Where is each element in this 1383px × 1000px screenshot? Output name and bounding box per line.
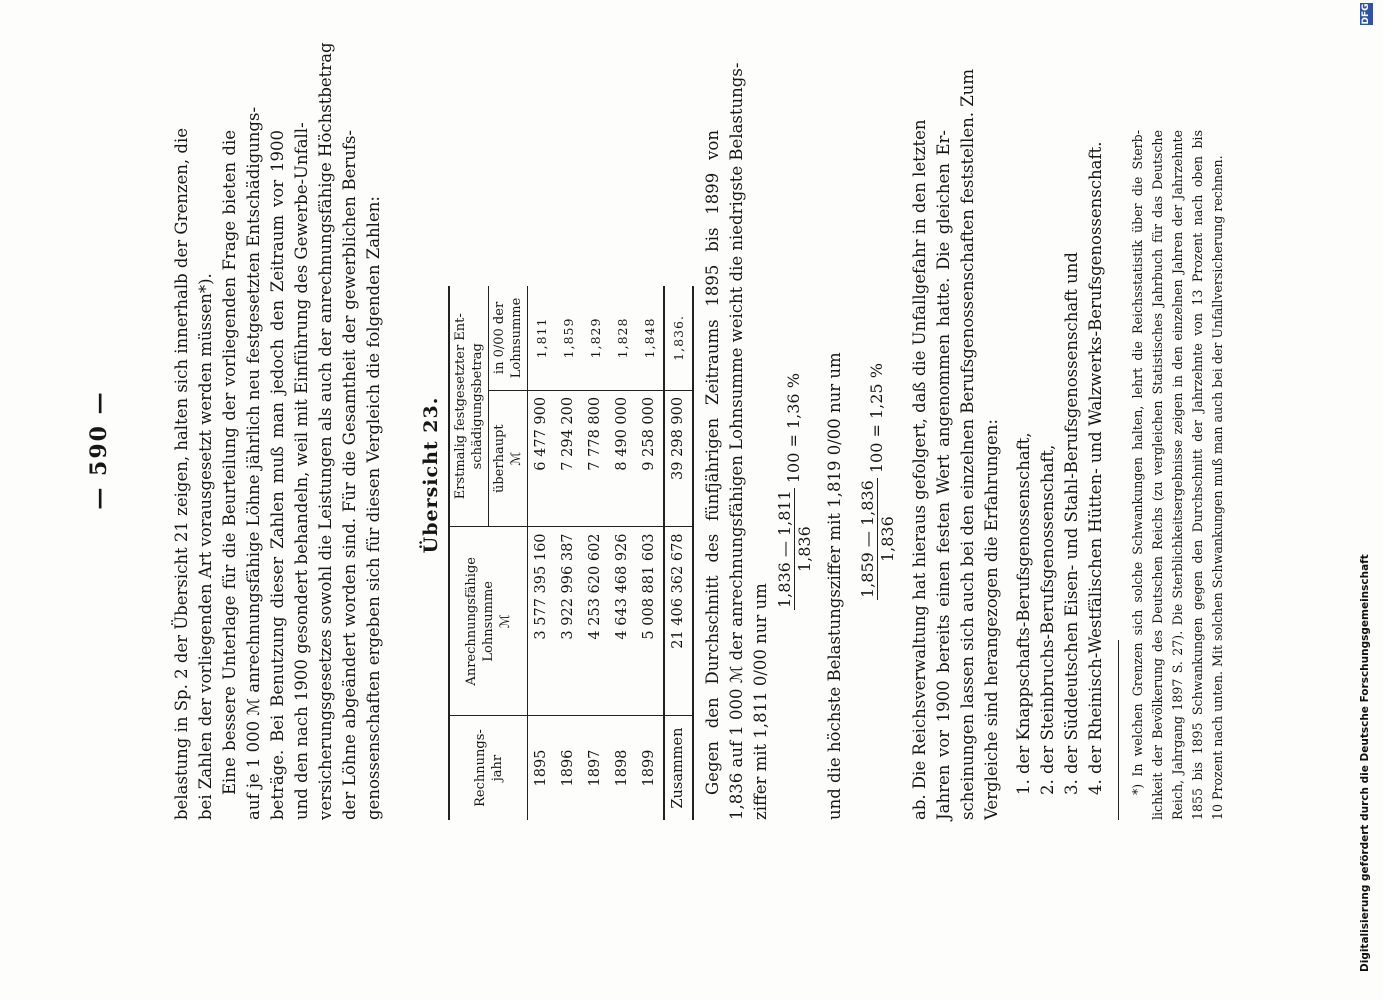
dfg-logo: DFG xyxy=(1361,3,1371,25)
cell-betrag: 9 258 000 xyxy=(636,390,664,527)
cell-lohn: 4 643 468 926 xyxy=(609,527,636,716)
text-line: scheinungen lassen sich auch bei den einzelnen Berufsgenossenschaften feststellen. Zum xyxy=(958,68,977,820)
text-line: der Löhne abgeändert worden sind. Für die Gesamtheit der gewerblichen Berufs- xyxy=(340,130,359,820)
cell-promille: 1,848 xyxy=(636,286,664,390)
col-header-promille: in 0/00 der Lohnsumme xyxy=(489,286,528,390)
text-line: auf je 1 000 ℳ anrechnungsfähige Löhne jährlich neu festgesetzten Entschädigungs- xyxy=(244,106,263,820)
cell-total-promille: 1,836. xyxy=(664,286,693,390)
text-line: Vergleiche sind herangezogen die Erfahrungen: xyxy=(982,419,1001,820)
formula-1-result: 100 = 1,36 % xyxy=(784,373,803,484)
formula-2-result: 100 = 1,25 % xyxy=(867,363,886,474)
cell-year: 1896 xyxy=(560,749,576,787)
table-row xyxy=(636,286,664,820)
formula-1-denominator: 1,836 xyxy=(795,526,814,573)
cell-betrag: 7 778 800 xyxy=(582,390,609,527)
text-line: Eine bessere Unterlage für die Beurteilung der vorliegenden Frage bieten die xyxy=(220,130,239,795)
cell-lohn: 4 253 620 602 xyxy=(582,527,609,716)
cell-lohn: 3 922 996 387 xyxy=(555,527,582,716)
col-header-betrag-line: überhaupt xyxy=(492,424,507,494)
footnote-line: 1855 bis 1895 Schwankungen gegen den Durchschnitt der Jahrzehnte von 13 Prozent nach oben bis xyxy=(1190,130,1205,820)
list-item: 3. der Süddeutschen Eisen- und Stahl-Berufsgenossenschaft und xyxy=(1062,252,1081,795)
cell-betrag: 8 490 000 xyxy=(609,390,636,527)
table-total-row xyxy=(664,286,693,820)
col-header-lohn-unit: ℳ xyxy=(498,614,513,629)
table-title: Übersicht 23. xyxy=(420,396,442,554)
text-line: und die höchste Belastungsziffer mit 1,819 0/00 nur um xyxy=(825,352,844,820)
digitization-credit-bar xyxy=(1353,0,1383,1000)
cell-promille: 1,811 xyxy=(528,286,556,390)
text-line: beträge. Bei Benutzung dieser Zahlen muß man jedoch den Zeitraum vor 1900 xyxy=(268,130,287,820)
text-line: versicherungsgesetzes sowohl die Leistungen als auch der anrechnungsfähige Höchstbetrag xyxy=(316,42,335,820)
data-table xyxy=(448,286,694,820)
formula-2 xyxy=(858,363,897,600)
text-line: bei Zahlen der vorliegenden Art vorausgesetzt werden müssen*). xyxy=(196,273,215,820)
cell-total-betrag: 39 298 900 xyxy=(664,390,693,527)
cell-promille: 1,859 xyxy=(555,286,582,390)
col-header-year: Rechnungs-jahr xyxy=(449,716,528,820)
cell-betrag: 6 477 900 xyxy=(528,390,556,527)
cell-total-label: Zusammen xyxy=(670,727,686,809)
footnote-line: *) In welchen Grenzen sich solche Schwankungen halten, lehrt die Reichsstatistik über die Sterb- xyxy=(1130,130,1145,795)
list-item: 2. der Steinbruchs-Berufsgenossenschaft, xyxy=(1038,444,1057,795)
page-header: — 590 — xyxy=(86,390,112,510)
col-group-header: Erstmalig festgesetzter Ent-schädigungsbetrag xyxy=(449,286,489,527)
col-header-betrag xyxy=(489,390,528,527)
formula-1 xyxy=(775,373,814,610)
cell-year: 1899 xyxy=(641,749,657,787)
text-line: genossenschaften ergeben sich für diesen Vergleich die folgenden Zahlen: xyxy=(364,196,383,820)
text-line: belastung in Sp. 2 der Übersicht 21 zeigen, halten sich innerhalb der Grenzen, die xyxy=(172,127,191,820)
credit-text: Digitalisierung gefördert durch die Deutsche Forschungsgemeinschaft xyxy=(1359,554,1371,972)
table-row xyxy=(555,286,582,820)
footnote-line: Reich, Jahrgang 1897 S. 27). Die Sterblichkeitsergebnisse zeigen in den einzelnen Jahren der Jahrzehnte xyxy=(1170,130,1185,820)
cell-promille: 1,829 xyxy=(582,286,609,390)
cell-lohn: 3 577 395 160 xyxy=(528,527,556,716)
table-row xyxy=(582,286,609,820)
text-line: ab. Die Reichsverwaltung hat hieraus gefolgert, daß die Unfallgefahr in den letzten xyxy=(910,119,929,820)
footnote-line: 10 Prozent nach unten. Mit solchen Schwankungen muß man auch bei der Unfallversicherung rechnen. xyxy=(1210,155,1225,820)
cell-lohn: 5 008 881 603 xyxy=(636,527,664,716)
cell-year: 1898 xyxy=(614,749,630,787)
table-row xyxy=(528,286,556,820)
text-line: ziffer mit 1,811 0/00 nur um xyxy=(751,583,770,820)
col-header-lohn-line2: Lohnsumme xyxy=(481,580,496,662)
col-header-betrag-unit: ℳ xyxy=(509,451,524,466)
cell-total-lohn: 21 406 362 678 xyxy=(664,527,693,716)
cell-year: 1897 xyxy=(587,749,603,787)
formula-1-numerator: 1,836 — 1,811 xyxy=(775,490,794,608)
formula-2-denominator: 1,836 xyxy=(878,516,897,563)
footnote-rule xyxy=(1118,640,1119,820)
col-header-lohn xyxy=(449,527,528,716)
table-row xyxy=(609,286,636,820)
formula-2-numerator: 1,859 — 1,836 xyxy=(858,480,877,598)
col-header-lohn-line1: Anrechnungsfähige xyxy=(464,557,479,686)
footnote-line: lichkeit der Bevölkerung des Deutschen Reichs (zu vergleichen Statistisches Jahrbuch für das Deutsche xyxy=(1150,130,1165,820)
cell-year: 1895 xyxy=(533,749,549,787)
text-line: Gegen den Durchschnitt des fünfjährigen Zeitraums 1895 bis 1899 von xyxy=(703,130,722,795)
list-item: 1. der Knappschafts-Berufsgenossenschaft, xyxy=(1014,432,1033,795)
text-line: und den nach 1900 gesondert behandeln, weil mit Einführung des Gewerbe-Unfall- xyxy=(292,122,311,820)
list-item: 4. der Rheinisch-Westfälischen Hütten- und Walzwerks-Berufsgenossenschaft. xyxy=(1086,141,1105,795)
cell-betrag: 7 294 200 xyxy=(555,390,582,527)
cell-promille: 1,828 xyxy=(609,286,636,390)
text-line: 1,836 auf 1 000 ℳ der anrechnungsfähigen Lohnsumme weicht die niedrigste Belastungs- xyxy=(727,62,746,820)
text-line: Jahren vor 1900 bereits einen festen Wert angenommen hatte. Die gleichen Er- xyxy=(934,130,953,820)
